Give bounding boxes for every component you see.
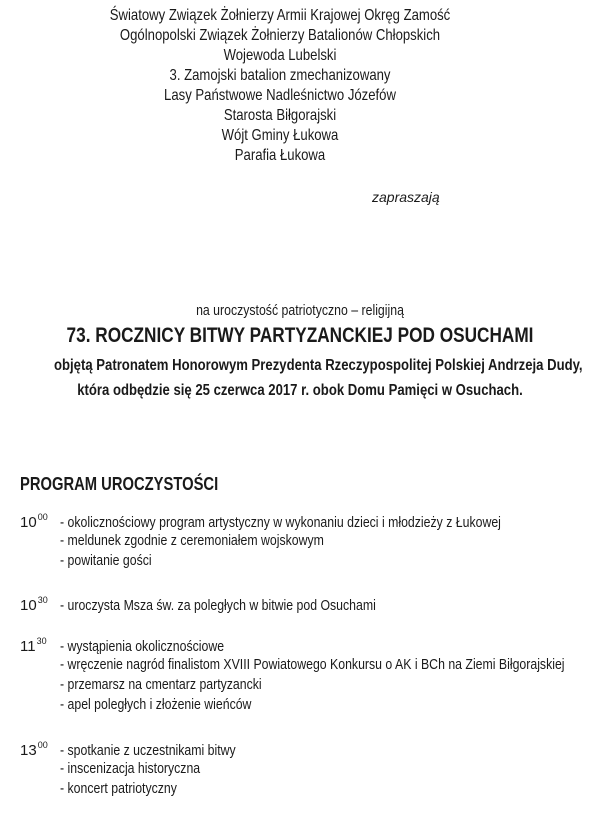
program-block-1000 <box>20 512 598 572</box>
program-item: - koncert patriotyczny <box>60 780 177 797</box>
organizer-line: Starosta Biłgorajski <box>223 107 337 124</box>
program-item: - uroczysta Msza św. za poległych w bitwie pod Osuchami <box>60 597 376 614</box>
program-item: - spotkanie z uczestnikami bitwy <box>60 742 236 759</box>
program-title: PROGRAM UROCZYSTOŚCI <box>20 474 219 494</box>
organizer-line: Światowy Związek Żołnierzy Armii Krajowej Okręg Zamość <box>109 7 451 24</box>
program-item: - meldunek zgodnie z ceremoniałem wojskowym <box>60 532 324 549</box>
program-block-1300 <box>20 740 274 800</box>
program-item: - okolicznościowy program artystyczny w wykonaniu dzieci i młodzieży z Łukowej <box>60 514 501 531</box>
occasion-section <box>0 301 600 402</box>
organizer-line: 3. Zamojski batalion zmechanizowany <box>169 67 391 84</box>
program-item: - przemarsz na cmentarz partyzancki <box>60 676 262 693</box>
patronage-line: objętą Patronatem Honorowym Prezydenta Rzeczypospolitej Polskiej Andrzeja Dudy, <box>54 357 583 374</box>
occasion-headline: 73. ROCZNICY BITWY PARTYZANCKIEJ POD OSUCHAMI <box>66 324 534 347</box>
program-item: - inscenizacja historyczna <box>60 760 201 777</box>
program-block-1130 <box>20 636 600 716</box>
date-place-line: która odbędzie się 25 czerwca 2017 r. obok Domu Pamięci w Osuchach. <box>77 382 523 399</box>
organizer-line: Lasy Państwowe Nadleśnictwo Józefów <box>164 87 396 104</box>
program-item: - wystąpienia okolicznościowe <box>60 638 225 655</box>
time-label: $11^{30}$ <box>20 636 47 655</box>
invite-text: zapraszają <box>372 189 440 205</box>
program-item: - powitanie gości <box>60 552 152 569</box>
occasion-subtitle: na uroczystość patriotyczno – religijną <box>196 302 404 319</box>
program-item: - apel poległych i złożenie wieńców <box>60 696 252 713</box>
organizer-line: Wójt Gminy Łukowa <box>221 127 339 144</box>
organizer-line: Wojewoda Lubelski <box>223 47 337 64</box>
program-block-1030 <box>20 595 445 615</box>
organizers-list <box>0 6 560 166</box>
program-item: - wręczenie nagród finalistom XVIII Powiatowego Konkursu o AK i BCh na Ziemi Biłgorajskiej <box>60 656 565 673</box>
time-label: $13^{00}$ <box>20 740 48 759</box>
time-label: $10^{30}$ <box>20 595 48 614</box>
organizer-line: Parafia Łukowa <box>234 147 326 164</box>
time-label: $10^{00}$ <box>20 512 48 531</box>
organizer-line: Ogólnopolski Związek Żołnierzy Batalionów Chłopskich <box>119 27 441 44</box>
